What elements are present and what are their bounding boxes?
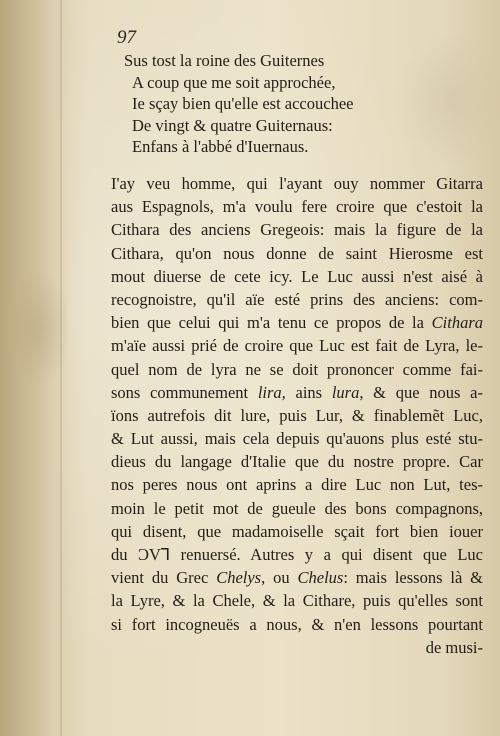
prose-line [111, 381, 483, 404]
prose-line [111, 613, 483, 636]
text-run: qui disent, que madamoiselle sçait fort bien iouer [111, 521, 483, 541]
text-run: si fort incogneuës a nous, & n'en lessons pourtant [111, 614, 483, 634]
text-run: aus Espagnols, m'a voulu fere croire que c'estoit la [111, 197, 483, 217]
text-run: Cithara des anciens Gregeois: mais la figure de la [111, 220, 483, 240]
poem-line: Sus tost la roine des Guiternes [124, 51, 325, 70]
poem-block [124, 50, 424, 158]
prose-line [111, 473, 483, 496]
page-number: 97 [117, 27, 136, 48]
text-run: recognoistre, qu'il aïe esté prins des anciens: com- [111, 289, 483, 309]
prose-line [111, 450, 483, 473]
text-run: : mais lessons là & [343, 568, 483, 588]
text-run: la Lyre, & la Chele, & la Cithare, puis qu'elles sont [111, 591, 483, 611]
prose-line [111, 589, 483, 612]
paper-stain [10, 268, 70, 388]
prose-line [111, 497, 483, 520]
prose-line [111, 427, 483, 450]
prose-line [111, 218, 483, 241]
italic-word: lira, [257, 382, 286, 402]
text-run: nos peres nous ont aprins a dire Luc non Lut, tes- [111, 475, 483, 495]
italic-word: Chelus [297, 568, 344, 588]
poem-line: Ie sçay bien qu'elle est accouchee [132, 94, 354, 113]
prose-line [111, 358, 483, 381]
text-run: quel nom de lyra ne se doit prononcer comme fai- [111, 359, 483, 379]
prose-line [111, 404, 483, 427]
text-run: & que nous a- [363, 382, 483, 402]
prose-line [111, 242, 483, 265]
text-run: dieus du langage d'Italie que du nostre propre. Car [111, 452, 483, 472]
italic-word: Chelys [216, 568, 262, 588]
poem-line: A coup que me soit approchée, [132, 72, 336, 92]
text-run: moin le petit mot de gueule des bons compagnons, [111, 498, 483, 518]
prose-line [111, 172, 483, 195]
poem-line: De vingt & quatre Guiternaus: [132, 115, 333, 135]
text-run: sons communement [111, 382, 258, 402]
poem-line: Enfans à l'abbé d'Iuernaus. [132, 137, 309, 156]
prose-line [111, 636, 483, 659]
prose-block [111, 172, 483, 659]
text-run: , ou [261, 568, 298, 588]
prose-line [111, 265, 483, 288]
text-run: Cithara, qu'on nous donne de saint Hierosme est [111, 243, 483, 263]
text-run: mout diuerse de cete icy. Le Luc aussi n'est aisé à [111, 266, 483, 286]
italic-word: Cithara [431, 313, 483, 333]
prose-line [111, 195, 483, 218]
prose-line [111, 334, 483, 357]
prose-line [111, 520, 483, 543]
text-run: I'ay veu homme, qui l'ayant ouy nommer Gitarra [111, 174, 483, 193]
text-run: de musi- [425, 637, 483, 657]
text-run: ïons autrefois dit lure, puis Lur, & finablemẽt Luc, [111, 405, 483, 425]
text-run: du ϽVꓶ renuersé. Autres y a qui disent que Luc [111, 545, 483, 564]
prose-line [111, 311, 483, 334]
prose-line [111, 566, 483, 589]
italic-word: lura, [331, 382, 364, 402]
prose-line [111, 543, 483, 566]
text-run: bien que celui qui m'a tenu ce propos de la [111, 313, 432, 333]
text-run: vient du Grec [111, 568, 217, 588]
text-run: & Lut aussi, mais cela depuis qu'auons plus esté stu- [111, 429, 483, 449]
text-run: ains [285, 382, 332, 402]
prose-line [111, 288, 483, 311]
text-run: m'aïe aussi prié de croire que Luc est fait de Lyra, le- [111, 336, 483, 356]
